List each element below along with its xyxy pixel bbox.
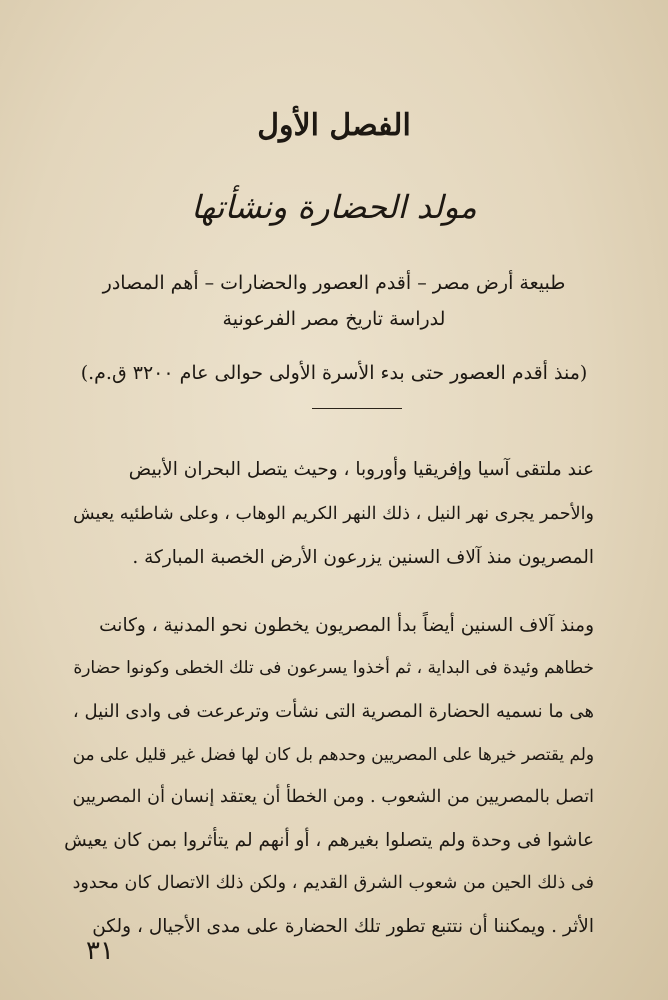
- text-line: ومنذ آلاف السنين أيضاً بدأ المصريون يخطون نحو المدنية ، وكانت: [99, 615, 594, 636]
- section-title: مولد الحضارة ونشأتها: [191, 188, 477, 226]
- text-line: المصريون منذ آلاف السنين يزرعون الأرض الخصبة المباركة .: [132, 547, 594, 568]
- text-line: ولم يقتصر خيرها على المصريين وحدهم بل كان لها فضل غير قليل على من: [72, 744, 594, 764]
- text-line: فى ذلك الحين من شعوب الشرق القديم ، ولكن ذلك الاتصال كان محدود: [72, 873, 594, 893]
- divider-rule: [312, 408, 402, 409]
- text-line: اتصل بالمصريين من الشعوب . ومن الخطأ أن يعتقد إنسان أن المصريين: [72, 787, 594, 807]
- text-line: خطاهم وئيدة فى البداية ، ثم أخذوا يسرعون فى تلك الخطى وكونوا حضارة: [73, 658, 594, 678]
- topics-line: طبيعة أرض مصر – أقدم العصور والحضارات – أهم المصادر: [102, 272, 566, 294]
- paragraph-1: [62, 448, 594, 580]
- paragraph-2: [62, 604, 594, 948]
- text-line: الأثر . ويمكننا أن نتتبع تطور تلك الحضارة على مدى الأجيال ، ولكن: [92, 916, 594, 937]
- text-line: عاشوا فى وحدة ولم يتصلوا بغيرهم ، أو أنهم لم يتأثروا بمن كان يعيش: [64, 830, 594, 851]
- chapter-title: الفصل الأول: [257, 108, 411, 143]
- text-line: عند ملتقى آسيا وإفريقيا وأوروبا ، وحيث يتصل البحران الأبيض: [128, 459, 594, 480]
- chapter-topics: [40, 265, 628, 337]
- text-line: هى ما نسميه الحضارة المصرية التى نشأت وترعرعت فى وادى النيل ،: [72, 701, 594, 722]
- topics-line: لدراسة تاريخ مصر الفرعونية: [222, 308, 446, 330]
- text-line: والأحمر يجرى نهر النيل ، ذلك النهر الكريم الوهاب ، وعلى شاطئيه يعيش: [73, 504, 594, 524]
- era-note: (منذ أقدم العصور حتى بدء الأسرة الأولى حوالى عام ٣٢٠٠ ق.م.): [80, 362, 588, 384]
- page-number: ٣١: [86, 936, 114, 966]
